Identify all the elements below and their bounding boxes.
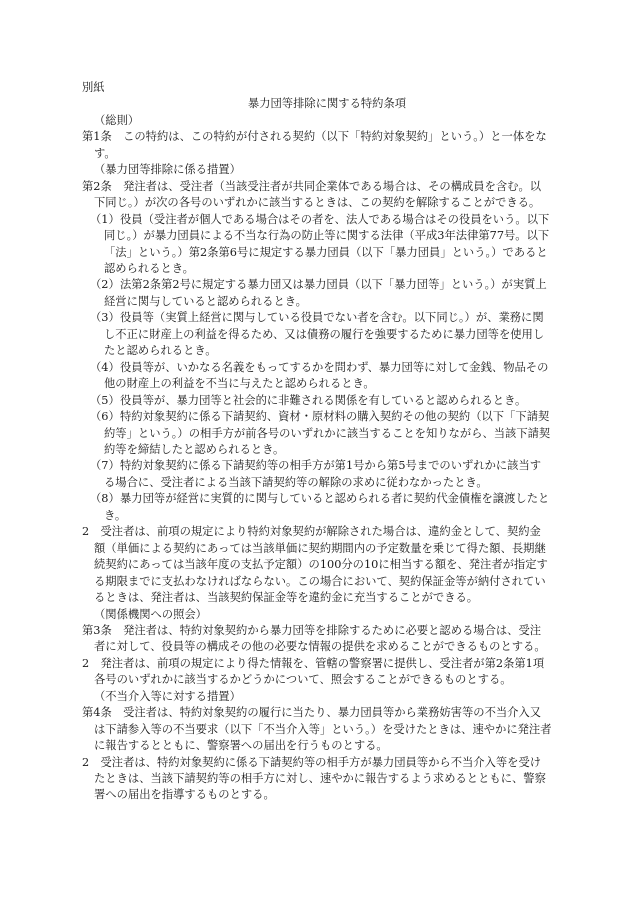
article-paragraph: 第3条 発注者は、特約対象契約から暴力団等を排除するために必要と認める場合は、受注者に対して、役員等の構成その他の必要な情報の提供を求めることができるものとする。 [82,623,546,654]
article-paragraph: 2 受注者は、前項の規定により特約対象契約が解除された場合は、違約金として、契約金額（単価による契約にあっては当該単価に契約期間内の予定数量を乗じて得た額、長期継続契約にあっては当該年度の支払予定額）の100分の10に相当する額を、発注者が指定する期限までに支払わなければならない。この場合において、契約保証金等が納付されているときは、発注者は、当該契約保証金等を違約金に充当することができる。 [82,525,548,605]
section-heading: （暴力団等排除に係る措置） [94,163,241,177]
item-number: （2） [90,278,120,292]
item-number: （6） [90,410,120,424]
item-number: （7） [90,459,120,473]
article-paragraph: 第4条 受注者は、特約対象契約の履行に当たり、暴力団員等から業務妨害等の不当介入又は下請参入等の不当要求（以下「不当介入等」という。）を受けたときは、速やかに発注者に報告するとともに、警察署への届出を行うものとする。 [82,706,552,753]
item-number: （8） [90,492,120,506]
item-number: （1） [90,212,120,226]
document-body [82,80,552,804]
list-item [82,310,552,359]
list-item [82,393,552,409]
attachment-label: 別紙 [82,81,105,94]
item-text: 法第2条第2号に規定する暴力団又は暴力団員（以下「暴力団等」という。）が実質上経営に関与していると認められるとき。 [104,278,547,308]
article-paragraph: 第2条 発注者は、受注者（当該受注者が共同企業体である場合は、その構成員を含む。以下同じ。）が次の各号のいずれかに該当するときは、この契約を解除することができる。 [82,179,542,210]
article-paragraph: 2 受注者は、特約対象契約に係る下請契約等の相手方が暴力団員等から不当介入等を受けたときは、当該下請契約等の相手方に対し、速やかに報告するよう求めるとともに、警察署への届出を指導するものとする。 [82,755,546,802]
document-title: 暴力団等排除に関する特約条項 [247,97,407,111]
item-text: 役員等が、暴力団等と社会的に非難される関係を有していると認められるとき。 [120,393,527,407]
item-text: 暴力団等が経営に実質的に関与していると認められる者に契約代金債権を譲渡したとき。 [104,492,550,522]
item-text: 役員等（実質上経営に関与している役員でない者を含む。以下同じ。）が、業務に関し不正に財産上の利益を得るため、又は債務の履行を強要するために暴力団等を使用したと認められるとき。 [104,311,545,358]
list-item [82,360,552,393]
section-heading: （総則） [94,113,140,127]
section-heading: （関係機関への照会） [94,607,207,621]
item-text: 特約対象契約に係る下請契約等の相手方が第1号から第5号までのいずれかに該当する場合に、受注者による当該下請契約等の解除の求めに従わなかったとき。 [104,459,542,489]
item-number: （5） [90,393,120,407]
list-item [82,277,552,310]
item-number: （4） [90,360,120,374]
list-item [82,458,552,491]
item-text: 役員（受注者が個人である場合はその者を、法人である場合はその役員をいう。以下同じ。）が暴力団員による不当な行為の防止等に関する法律（平成3年法律第77号。以下「法」という。）第2条第6号に規定する暴力団員（以下「暴力団員」という。）であると認められるとき。 [104,212,550,275]
item-number: （3） [90,311,120,325]
article-paragraph: 第1条 この特約は、この特約が付される契約（以下「特約対象契約」という。）と一体をなす。 [82,130,547,160]
item-text: 役員等が、いかなる名義をもってするかを問わず、暴力団等に対して金銭、物品その他の財産上の利益を不当に与えたと認められるとき。 [104,360,549,391]
list-item [82,491,552,524]
item-text: 特約対象契約に係る下請契約、資材・原材料の購入契約その他の契約（以下「下請契約等」という。）の相手方が前各号のいずれかに該当することを知りながら、当該下請契約等を締結したと認められるとき。 [104,410,551,456]
article-paragraph: 2 発注者は、前項の規定により得た情報を、管轄の警察署に提供し、受注者が第2条第1項各号のいずれかに該当するかどうかについて、照会することができるものとする。 [82,656,545,687]
section-heading: （不当介入等に対する措置） [94,689,241,703]
list-item [82,409,552,458]
list-item [82,212,552,278]
